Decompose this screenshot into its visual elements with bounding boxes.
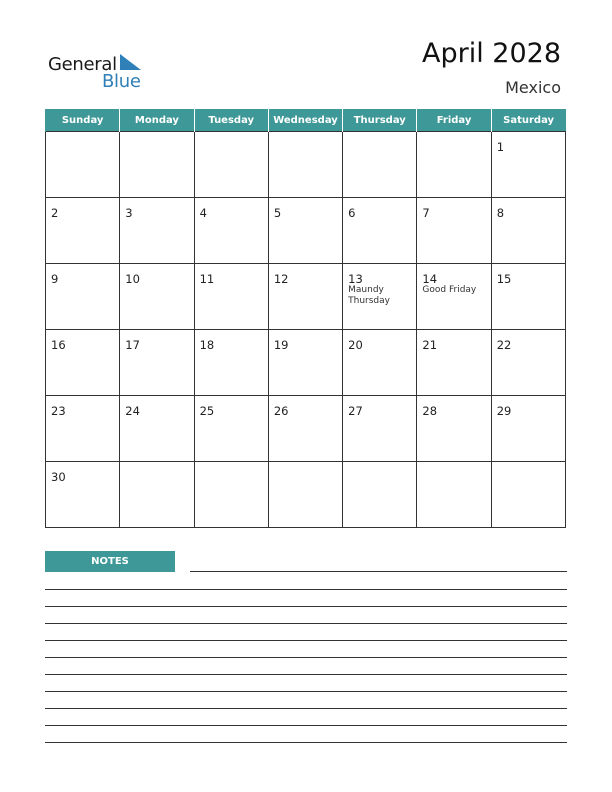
- calendar-week-row: [46, 198, 566, 264]
- day-number: 26: [273, 404, 289, 418]
- calendar-grid: [45, 109, 566, 528]
- calendar-day-cell: [268, 132, 342, 198]
- calendar-day-cell: [417, 198, 491, 264]
- day-number: 16: [51, 338, 66, 352]
- day-number: 18: [199, 338, 215, 352]
- calendar-day-cell: [491, 330, 565, 396]
- calendar-day-cell: [343, 132, 417, 198]
- calendar-week-row: [46, 132, 566, 198]
- calendar-week-row: [46, 462, 566, 528]
- day-number: 25: [199, 404, 215, 418]
- calendar-day-cell: [46, 462, 120, 528]
- notes-label: NOTES: [45, 551, 175, 572]
- note-line: [45, 606, 567, 607]
- calendar-day-cell: [268, 462, 342, 528]
- calendar-day-cell: [120, 132, 194, 198]
- calendar-day-cell: [268, 330, 342, 396]
- weekday-header: Saturday: [491, 109, 565, 132]
- calendar-day-cell: [491, 396, 565, 462]
- day-number: 1: [496, 140, 505, 154]
- calendar-day-cell: [46, 132, 120, 198]
- day-number: 21: [422, 338, 438, 352]
- calendar-day-cell: [120, 198, 194, 264]
- calendar-day-cell: [417, 132, 491, 198]
- weekday-header: Monday: [120, 109, 194, 132]
- note-line: [45, 742, 567, 743]
- logo-general-text: General: [48, 54, 117, 75]
- day-number: 10: [125, 272, 140, 286]
- weekday-header: Sunday: [46, 109, 120, 132]
- day-number: 8: [496, 206, 505, 220]
- logo-triangle-icon: [120, 54, 142, 70]
- note-line: [45, 674, 567, 675]
- weekday-header: Wednesday: [268, 109, 342, 132]
- page-title: April 2028: [421, 38, 561, 69]
- calendar-day-cell: [120, 330, 194, 396]
- calendar-week-row: [46, 264, 566, 330]
- calendar-day-cell: [120, 462, 194, 528]
- weekday-header: Tuesday: [194, 109, 268, 132]
- note-line: [45, 589, 567, 590]
- logo: [48, 52, 158, 92]
- calendar-day-cell: [120, 264, 194, 330]
- day-number: 22: [496, 338, 512, 352]
- day-number: 19: [273, 338, 289, 352]
- calendar-day-cell: [194, 462, 268, 528]
- calendar-day-cell: [268, 264, 342, 330]
- holiday-label: Good Friday: [422, 285, 477, 295]
- note-line: [45, 708, 567, 709]
- calendar-day-cell: [343, 330, 417, 396]
- day-number: 3: [125, 206, 133, 220]
- calendar-day-cell: [343, 462, 417, 528]
- day-number: 17: [125, 338, 140, 352]
- day-number: 28: [422, 404, 438, 418]
- calendar-day-cell: [194, 264, 268, 330]
- calendar-day-cell: [46, 396, 120, 462]
- logo-blue-text: Blue: [102, 71, 141, 92]
- calendar-day-cell: [120, 396, 194, 462]
- calendar-week-row: [46, 396, 566, 462]
- calendar-day-cell: [417, 396, 491, 462]
- calendar-day-cell: [46, 198, 120, 264]
- weekday-header: Friday: [417, 109, 491, 132]
- calendar-day-cell: [491, 132, 565, 198]
- calendar-day-cell: [268, 396, 342, 462]
- calendar-day-cell: [194, 198, 268, 264]
- note-line: [45, 640, 567, 641]
- day-number: 2: [51, 206, 59, 220]
- day-number: 29: [496, 404, 512, 418]
- day-number: 5: [273, 206, 282, 220]
- note-line: [45, 725, 567, 726]
- calendar-day-cell: [343, 396, 417, 462]
- calendar-day-cell: [194, 396, 268, 462]
- weekday-header: Thursday: [343, 109, 417, 132]
- calendar-day-cell: [343, 198, 417, 264]
- day-number: 6: [348, 206, 356, 220]
- day-number: 12: [273, 272, 289, 286]
- calendar-day-cell: [417, 330, 491, 396]
- weekday-header-row: [46, 109, 566, 132]
- calendar-day-cell: [491, 264, 565, 330]
- note-line: [45, 623, 567, 624]
- day-number: 7: [422, 206, 430, 220]
- day-number: 24: [125, 404, 140, 418]
- day-number: 30: [51, 470, 66, 484]
- note-line: [45, 691, 567, 692]
- day-number: 20: [348, 338, 363, 352]
- calendar-week-row: [46, 330, 566, 396]
- day-number: 14: [422, 272, 438, 286]
- day-number: 15: [496, 272, 512, 286]
- day-number: 13: [348, 272, 363, 286]
- calendar-day-cell: [491, 198, 565, 264]
- note-line: [45, 657, 567, 658]
- calendar-day-cell: [268, 198, 342, 264]
- calendar-day-cell: [46, 330, 120, 396]
- note-line: [190, 571, 567, 572]
- day-number: 23: [51, 404, 66, 418]
- holiday-label: Maundy Thursday: [348, 285, 390, 306]
- day-number: 11: [199, 272, 215, 286]
- calendar-day-cell: [46, 264, 120, 330]
- day-number: 27: [348, 404, 363, 418]
- calendar-day-cell: [194, 132, 268, 198]
- calendar-day-cell: [491, 462, 565, 528]
- day-number: 4: [199, 206, 207, 220]
- calendar-day-cell: [343, 264, 417, 330]
- calendar-day-cell: [417, 462, 491, 528]
- country-label: Mexico: [505, 78, 561, 97]
- day-number: 9: [51, 272, 59, 286]
- calendar-day-cell: [194, 330, 268, 396]
- calendar-day-cell: [417, 264, 491, 330]
